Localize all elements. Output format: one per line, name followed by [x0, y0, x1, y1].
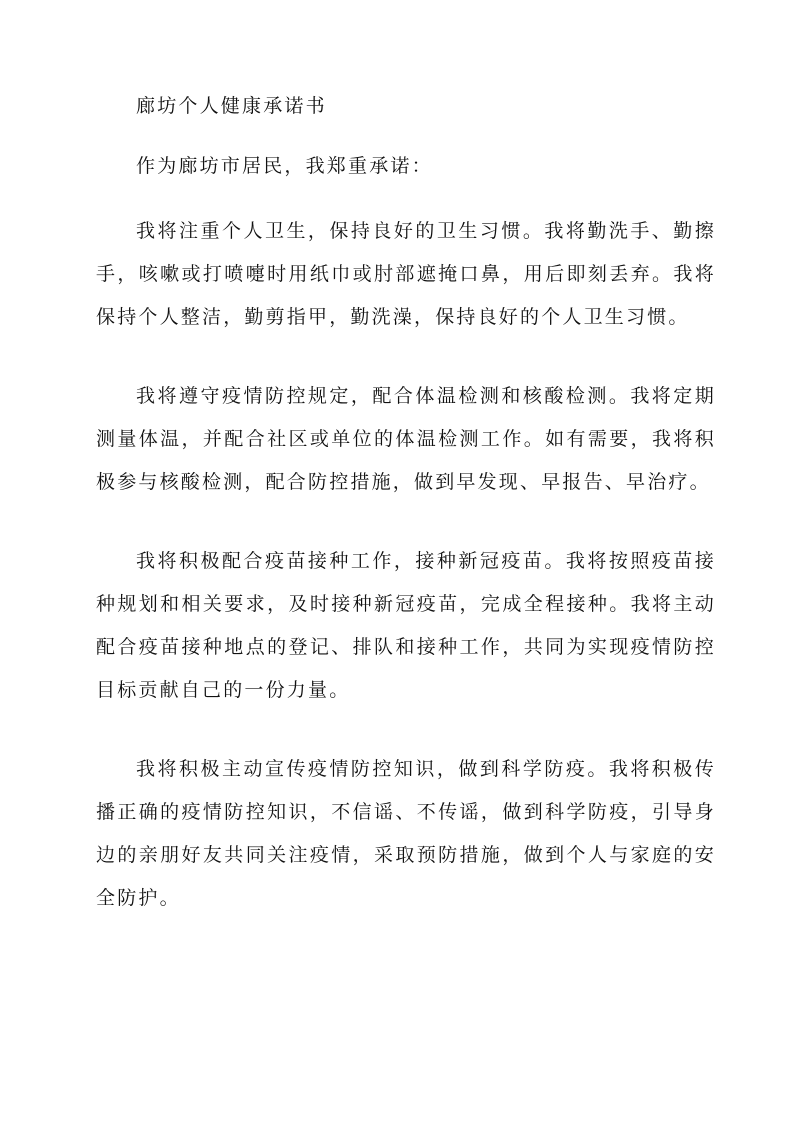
document-title: 廊坊个人健康承诺书	[136, 95, 327, 117]
paragraph-vaccination: 我将积极配合疫苗接种工作，接种新冠疫苗。我将按照疫苗接种规划和相关要求，及时接种新冠疫苗，完成全程接种。我将主动配合疫苗接种地点的登记、排队和接种工作，共同为实现疫情防控目标贡献自己的一份力量。	[96, 550, 716, 701]
document-body	[96, 92, 716, 920]
intro-line: 作为廊坊市居民，我郑重承诺：	[136, 155, 433, 177]
paragraph-publicity: 我将积极主动宣传疫情防控知识，做到科学防疫。我将积极传播正确的疫情防控知识，不信谣、不传谣，做到科学防疫，引导身边的亲朋好友共同关注疫情，采取预防措施，做到个人与家庭的安全防护。	[96, 758, 716, 909]
paragraph-hygiene: 我将注重个人卫生，保持良好的卫生习惯。我将勤洗手、勤擦手，咳嗽或打喷嚏时用纸巾或肘部遮掩口鼻，用后即刻丢弃。我将保持个人整洁，勤剪指甲，勤洗澡，保持良好的个人卫生习惯。	[96, 220, 716, 328]
paragraph-testing: 我将遵守疫情防控规定，配合体温检测和核酸检测。我将定期测量体温，并配合社区或单位的体温检测工作。如有需要，我将积极参与核酸检测，配合防控措施，做到早发现、早报告、早治疗。	[96, 385, 716, 493]
